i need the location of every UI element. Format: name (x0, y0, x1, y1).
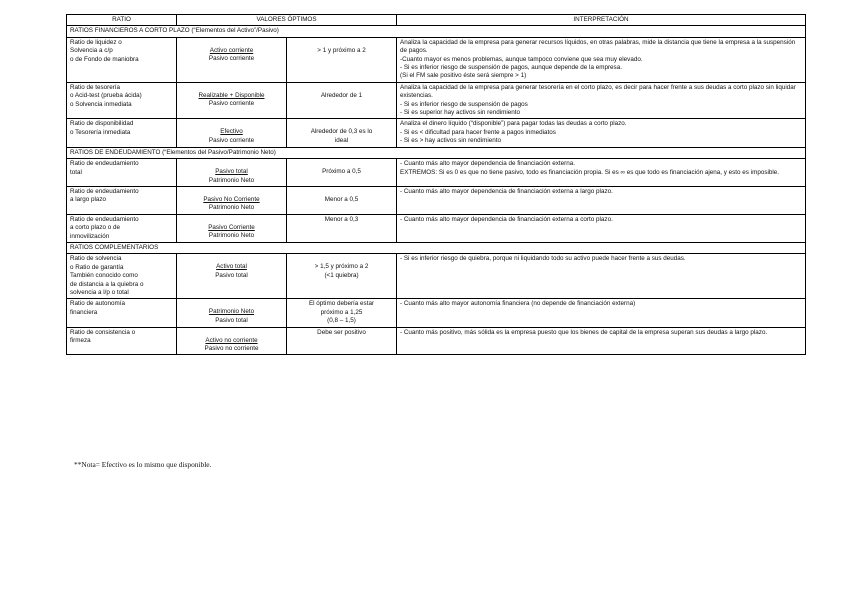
header-valores-optimos: VALORES ÓPTIMOS (177, 15, 397, 26)
formula-denominator: Pasivo no corriente (204, 345, 259, 352)
interpretation-line: - Cuanto más alto mayor autonomía financiera (no depende de financiación externa) (400, 300, 636, 308)
header-interpretacion: INTERPRETACIÓN (397, 15, 806, 26)
ratio-row (67, 186, 806, 214)
table-header-row (67, 15, 806, 26)
interpretation-line: -Cuanto mayor es menos problemas, aunque tampoco conviene que sea muy elevado. (400, 55, 643, 63)
ratio-name (67, 299, 177, 327)
formula-spacer (180, 188, 283, 196)
optimo-line: Próximo a 0,5 (322, 168, 361, 176)
header-ratio: RATIO (67, 15, 177, 26)
formula-denominator: Pasivo corriente (208, 136, 255, 144)
optimo-spacer (290, 160, 393, 168)
ratio-name-line: Ratio de endeudamiento (70, 160, 139, 168)
optimo-line: El óptimo debería estar (308, 300, 375, 308)
interpretation-line: - Cuanto más alto mayor dependencia de financiación externa. (400, 160, 576, 168)
optimo-spacer (290, 84, 393, 92)
ratio-formula (177, 159, 287, 187)
ratio-row (67, 299, 806, 327)
interpretation (397, 37, 806, 82)
ratio-name-line: o Tesorería inmediata (70, 128, 131, 136)
ratio-name-line: Ratio de endeudamiento (70, 215, 139, 223)
ratios-table (66, 14, 806, 355)
formula-spacer (180, 329, 283, 337)
interpretation (397, 159, 806, 187)
interpretation-line: - Si es inferior riesgo de suspensión de pagos, aunque depende de la empresa. (400, 64, 622, 72)
interpretation (397, 327, 806, 355)
formula-spacer (180, 120, 283, 128)
optimal-value (287, 37, 397, 82)
interpretation (397, 186, 806, 214)
table-body (67, 26, 806, 355)
formula-numerator: Pasivo No Corriente (203, 195, 260, 203)
ratio-name-line: o de Fondo de maniobra (70, 55, 139, 63)
ratio-name-line: Ratio de endeudamiento (70, 187, 139, 195)
formula-denominator: Patrimonio Neto (208, 176, 255, 184)
ratio-name (67, 327, 177, 355)
ratio-name-line: Ratio de solvencia (70, 255, 122, 263)
ratio-formula (177, 82, 287, 119)
optimo-line: Alrededor de 1 (320, 91, 363, 99)
section-header-row (67, 242, 806, 253)
ratio-row (67, 214, 806, 242)
formula-denominator: Pasivo corriente (208, 55, 255, 63)
interpretation (397, 254, 806, 299)
interpretation-line: - Si es superior hay activos sin rendimiento (400, 109, 521, 117)
formula-spacer (180, 39, 283, 47)
formula-numerator: Activo corriente (209, 46, 254, 54)
optimo-line: > 1,5 y próximo a 2 (314, 263, 369, 271)
optimo-spacer (290, 255, 393, 263)
ratio-name-line: firmeza (70, 337, 91, 344)
optimal-value (287, 254, 397, 299)
optimal-value (287, 82, 397, 119)
ratio-row (67, 159, 806, 187)
ratio-row (67, 37, 806, 82)
section-title: RATIOS COMPLEMENTARIOS (67, 242, 806, 253)
ratio-formula (177, 119, 287, 147)
formula-numerator: Activo total (216, 263, 247, 271)
formula-denominator: Patrimonio Neto (208, 204, 255, 212)
ratio-name (67, 214, 177, 242)
formula-spacer (180, 300, 283, 308)
section-header-row (67, 26, 806, 37)
ratio-formula (177, 214, 287, 242)
optimo-line: Alrededor de 0,3 es lo (310, 128, 373, 136)
optimo-line: (<1 quiebra) (324, 271, 359, 279)
optimo-line: Debe ser positivo (317, 328, 366, 336)
formula-spacer (180, 216, 283, 224)
optimo-line: próximo a 1,25 (320, 308, 363, 316)
ratio-name-line: Ratio de consistencia o (70, 328, 136, 336)
ratio-name-line: Ratio de tesorería (70, 83, 121, 91)
optimal-value (287, 214, 397, 242)
ratio-name-line: total (70, 168, 82, 176)
ratio-name-line: a corto plazo o de (70, 224, 121, 232)
ratio-formula (177, 254, 287, 299)
ratio-name (67, 82, 177, 119)
ratio-name (67, 254, 177, 299)
ratio-name-line: Ratio de disponibilidad (70, 120, 134, 128)
formula-denominator: Pasivo total (215, 316, 248, 324)
formula-numerator: Efectivo (220, 128, 243, 136)
interpretation (397, 119, 806, 147)
optimo-line: (0,8 – 1,5) (327, 317, 356, 325)
optimal-value (287, 327, 397, 355)
interpretation-line: Analiza la capacidad de la empresa para generar tesorería en el corto plazo, es decir para hacer frente a sus deudas a corto plazo sin liquidar existencias. (400, 83, 796, 100)
interpretation-line: - Si es inferior riesgo de suspensión de pagos (400, 100, 528, 108)
optimal-value (287, 119, 397, 147)
interpretation-line: EXTREMOS: Si es 0 es que no tiene pasivo, todo es financiación propia. Si es ∞ es que todo es financiación ajena, y esto es imposible. (400, 168, 780, 176)
optimo-line: Menor a 0,3 (324, 215, 359, 223)
interpretation (397, 299, 806, 327)
optimal-value (287, 299, 397, 327)
footnote: **Nota= Efectivo es lo mismo que disponible. (74, 460, 212, 469)
optimo-spacer (290, 120, 393, 128)
ratio-name-line: o Acid-test (prueba ácida) (70, 92, 142, 100)
ratio-name-line: inmovilización (70, 232, 110, 240)
ratio-name (67, 186, 177, 214)
formula-denominator: Pasivo corriente (208, 100, 255, 108)
optimo-spacer (290, 39, 393, 47)
formula-denominator: Patrimonio Neto (208, 232, 255, 240)
optimo-line: > 1 y próximo a 2 (317, 46, 366, 54)
formula-spacer (180, 160, 283, 168)
ratio-formula (177, 37, 287, 82)
ratio-name-line: o Ratio de garantía (70, 263, 124, 271)
ratio-name-line: de distancia a la quiebra o (70, 280, 144, 288)
formula-numerator: Patrimonio Neto (208, 308, 255, 316)
optimal-value (287, 186, 397, 214)
ratio-formula (177, 327, 287, 355)
ratio-name-line: Ratio de autonomía (70, 300, 125, 308)
section-title: RATIOS FINANCIEROS A CORTO PLAZO (“Elementos del Activo”/Pasivo) (67, 26, 806, 37)
ratio-formula (177, 186, 287, 214)
optimal-value (287, 159, 397, 187)
formula-denominator: Pasivo total (215, 271, 248, 279)
ratio-name (67, 119, 177, 147)
section-header-row (67, 147, 806, 158)
formula-numerator: Pasivo total (215, 168, 248, 176)
ratio-name (67, 37, 177, 82)
ratio-name-line: financiera (70, 308, 98, 316)
optimo-line: ideal (334, 136, 349, 144)
section-title: RATIOS DE ENDEUDAMIENTO (“Elementos del Pasivo/Patrimonio Neto) (67, 147, 806, 158)
ratio-name (67, 159, 177, 187)
formula-numerator: Pasivo Corriente (208, 223, 255, 231)
ratio-name-line: a largo plazo (70, 196, 107, 204)
ratio-row (67, 82, 806, 119)
ratio-row (67, 254, 806, 299)
interpretation-line: Analiza el dinero líquido (“disponible”) para pagar todas las deudas a corto plazo. (400, 120, 627, 128)
formula-numerator: Activo no corriente (205, 336, 258, 344)
interpretation-line: - Cuanto más alto mayor dependencia de financiación externa a corto plazo. (400, 215, 613, 223)
formula-numerator: Realizable + Disponible (198, 91, 265, 99)
optimo-line: Menor a 0,5 (324, 195, 359, 203)
ratio-name-line: También conocido como (70, 272, 138, 280)
ratio-name-line: Ratio de liquidez o (70, 38, 122, 46)
ratio-name-line: o Solvencia inmediata (70, 100, 132, 108)
interpretation-line: - Si es inferior riesgo de quiebra, porque ni liquidando todo su activo puede hacer frente a sus deudas. (400, 255, 686, 263)
formula-spacer (180, 255, 283, 263)
interpretation-line: (Si el FM sale positivo éste será siempre > 1) (400, 72, 527, 80)
optimo-spacer (290, 188, 393, 196)
interpretation-line: - Cuanto más alto mayor dependencia de financiación externa a largo plazo. (400, 187, 613, 195)
ratios-document (66, 14, 805, 355)
interpretation-line: Analiza la capacidad de la empresa para generar recursos líquidos, en otras palabras, mide la distancia que tiene la empresa a la suspensión de pagos. (400, 38, 796, 55)
formula-spacer (180, 84, 283, 92)
ratio-formula (177, 299, 287, 327)
interpretation-line: - Si es > hay activos sin rendimiento (400, 137, 501, 145)
ratio-row (67, 327, 806, 355)
ratio-row (67, 119, 806, 147)
interpretation-line: - Si es < dificultad para hacer frente a pagos inmediatos (400, 128, 556, 136)
interpretation (397, 82, 806, 119)
interpretation (397, 214, 806, 242)
ratio-name-line: solvencia a l/p o total (70, 288, 129, 296)
interpretation-line: - Cuanto más positivo, más sólida es la empresa puesto que los bienes de capital de la empresa superan sus deudas a largo plazo. (400, 328, 768, 336)
ratio-name-line: Solvencia a c/p (70, 47, 113, 55)
